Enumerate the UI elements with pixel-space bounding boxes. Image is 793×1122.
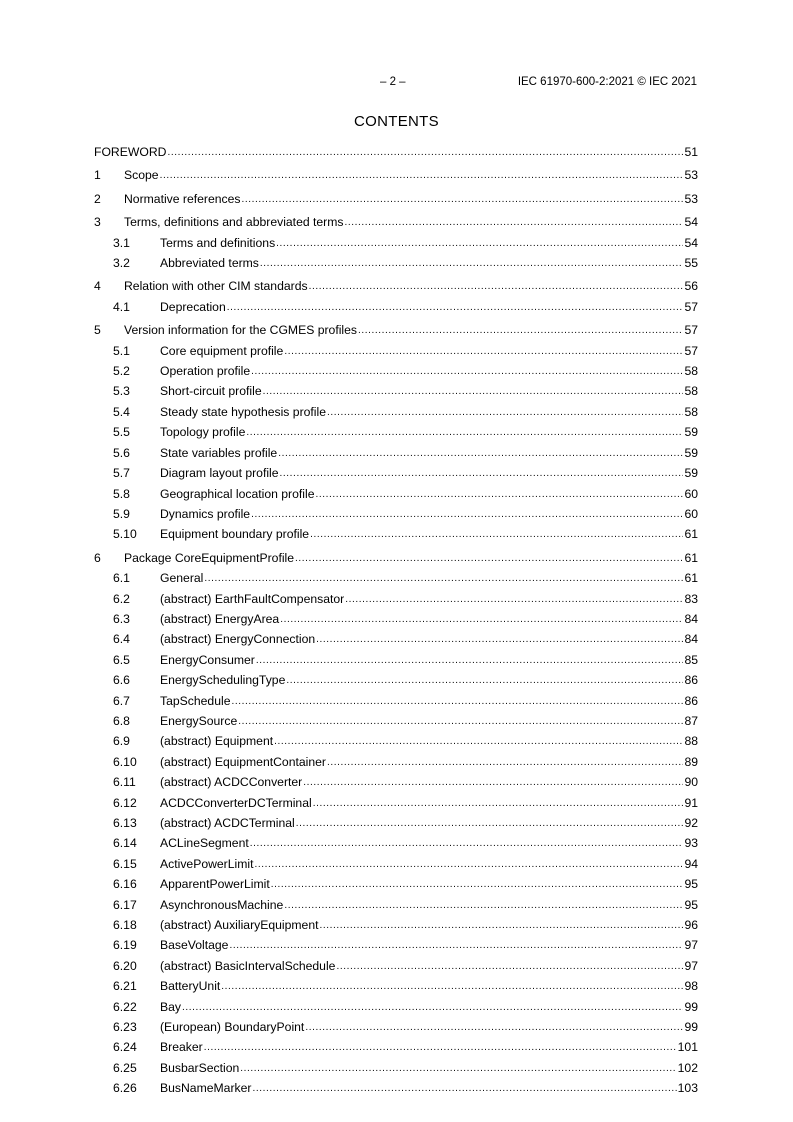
toc-entry-label: (abstract) ACDCTerminal	[160, 816, 295, 830]
toc-entry[interactable]	[94, 834, 698, 854]
toc-entry-page: 95	[684, 877, 698, 892]
toc-entry[interactable]	[94, 444, 698, 464]
toc-entry-number: 5	[94, 323, 101, 338]
toc-entry[interactable]	[94, 957, 698, 977]
toc-entry-page: 55	[684, 256, 698, 271]
toc-entry-number: 6.17	[113, 897, 137, 912]
toc-entry-label: Relation with other CIM standards	[124, 279, 308, 294]
toc-entry[interactable]	[94, 298, 698, 318]
toc-entry-label: Normative references	[124, 191, 241, 206]
toc-leader-dots	[309, 277, 684, 296]
toc-entry[interactable]	[94, 671, 698, 691]
toc-leader-dots	[160, 166, 684, 185]
toc-entry-label: Core equipment profile	[160, 343, 284, 358]
toc-leader-dots	[296, 814, 684, 833]
toc-entry-number: 6.24	[113, 1040, 137, 1055]
toc-entry-label: Short-circuit profile	[160, 384, 262, 399]
toc-entry[interactable]	[94, 630, 698, 650]
toc-entry-number: 6.8	[113, 713, 130, 728]
toc-entry-label: BusbarSection	[160, 1060, 240, 1075]
toc-entry-label: Abbreviated terms	[160, 256, 259, 271]
toc-entry-page: 85	[684, 652, 698, 667]
toc-leader-dots	[252, 1079, 676, 1098]
toc-leader-dots	[327, 403, 683, 422]
toc-leader-dots	[263, 382, 684, 401]
toc-leader-dots	[295, 549, 683, 568]
toc-entry-label: BaseVoltage	[160, 938, 229, 953]
toc-leader-dots	[242, 190, 684, 209]
toc-entry-label: Terms and definitions	[160, 235, 276, 250]
toc-entry-number: 6.26	[113, 1081, 137, 1096]
toc-entry[interactable]	[94, 254, 698, 274]
toc-entry-page: 57	[684, 343, 698, 358]
toc-entry[interactable]	[94, 998, 698, 1018]
toc-entry-page: 96	[684, 918, 698, 933]
toc-entry[interactable]	[94, 505, 698, 525]
toc-leader-dots	[246, 423, 683, 442]
toc-entry-number: 6.16	[113, 877, 137, 892]
toc-leader-dots	[327, 753, 683, 772]
toc-entry-number: 6.18	[113, 918, 137, 933]
toc-entry[interactable]	[94, 814, 698, 834]
toc-leader-dots	[345, 590, 683, 609]
toc-entry-page: 57	[684, 323, 698, 338]
toc-entry-page: 98	[684, 979, 698, 994]
toc-entry-number: 2	[94, 191, 101, 206]
toc-entry-number: 6.3	[113, 611, 130, 626]
toc-entry-number: 3.1	[113, 235, 130, 250]
toc-entry[interactable]	[94, 916, 698, 936]
toc-entry[interactable]	[94, 977, 698, 997]
toc-entry-label: EnergyConsumer	[160, 652, 255, 667]
toc-entry-label: Version information for the CGMES profiles	[124, 323, 358, 338]
toc-leader-dots	[167, 143, 683, 162]
toc-entry-number: 5.7	[113, 466, 130, 481]
toc-entry-label: BusNameMarker	[160, 1081, 252, 1096]
toc-leader-dots	[231, 692, 683, 711]
toc-entry-page: 61	[684, 550, 698, 565]
toc-entry-number: 5.6	[113, 445, 130, 460]
toc-entry-page: 86	[684, 693, 698, 708]
toc-leader-dots	[256, 651, 684, 670]
toc-entry-label: (abstract) EquipmentContainer	[160, 754, 326, 769]
toc-entry-label: Topology profile	[160, 425, 246, 440]
toc-entry-page: 54	[684, 215, 698, 230]
toc-entry-label: (abstract) EnergyArea	[160, 611, 280, 626]
toc-entry[interactable]	[94, 590, 698, 610]
toc-entry[interactable]	[94, 423, 698, 443]
toc-entry-label: Diagram layout profile	[160, 466, 279, 481]
toc-entry-page: 59	[684, 445, 698, 460]
toc-entry-page: 61	[684, 527, 698, 542]
toc-entry-number: 6.25	[113, 1060, 137, 1075]
toc-leader-dots	[227, 298, 684, 317]
toc-entry-page: 51	[684, 145, 698, 159]
toc-entry[interactable]	[94, 342, 698, 362]
toc-leader-dots	[260, 254, 684, 273]
toc-leader-dots	[238, 712, 683, 731]
toc-entry-number: 6.23	[113, 1020, 137, 1035]
toc-entry-page: 86	[684, 673, 698, 688]
page-number: – 2 –	[380, 76, 406, 88]
toc-leader-dots	[344, 213, 683, 232]
toc-entry-number: 6.20	[113, 958, 137, 973]
toc-entry-number: 6.2	[113, 591, 130, 606]
toc-entry[interactable]	[94, 855, 698, 875]
toc-entry[interactable]	[94, 1038, 698, 1058]
toc-entry-label: ApparentPowerLimit	[160, 877, 270, 892]
toc-leader-dots	[316, 630, 683, 649]
toc-entry[interactable]	[94, 190, 698, 210]
toc-leader-dots	[286, 671, 683, 690]
toc-leader-dots	[229, 936, 683, 955]
toc-entry-label: Operation profile	[160, 364, 251, 379]
toc-leader-dots	[305, 1018, 683, 1037]
page-header	[0, 76, 793, 92]
toc-entry-page: 101	[677, 1040, 698, 1055]
toc-entry[interactable]	[94, 234, 698, 254]
toc-entry-page: 59	[684, 466, 698, 481]
toc-entry-page: 88	[684, 734, 698, 749]
toc-entry-number: 6.7	[113, 693, 130, 708]
toc-leader-dots	[358, 321, 683, 340]
toc-entry-page: 54	[684, 235, 698, 250]
toc-leader-dots	[204, 1038, 677, 1057]
toc-entry-number: 3.2	[113, 256, 130, 271]
toc-entry[interactable]	[94, 382, 698, 402]
toc-entry-page: 102	[677, 1060, 698, 1075]
toc-leader-dots	[278, 444, 683, 463]
toc-leader-dots	[221, 977, 683, 996]
toc-entry-label: EnergySource	[160, 713, 238, 728]
toc-entry-number: 5.10	[113, 527, 137, 542]
toc-entry-label: Dynamics profile	[160, 506, 251, 521]
toc-entry-label: FOREWORD	[94, 145, 167, 159]
toc-entry[interactable]	[94, 277, 698, 297]
toc-entry-page: 60	[684, 486, 698, 501]
toc-leader-dots	[240, 1059, 676, 1078]
toc-entry-page: 89	[684, 754, 698, 769]
toc-entry-label: ACLineSegment	[160, 836, 249, 851]
toc-entry-label: Package CoreEquipmentProfile	[124, 550, 295, 565]
toc-entry[interactable]	[94, 1079, 698, 1099]
toc-entry-page: 99	[684, 1020, 698, 1035]
toc-entry-page: 87	[684, 713, 698, 728]
toc-entry-label: Breaker	[160, 1040, 203, 1055]
toc-entry-page: 57	[684, 299, 698, 314]
toc-entry-page: 59	[684, 425, 698, 440]
toc-entry[interactable]	[94, 610, 698, 630]
toc-entry-number: 4.1	[113, 299, 130, 314]
toc-entry[interactable]	[94, 692, 698, 712]
toc-entry-number: 5.2	[113, 364, 130, 379]
table-of-contents	[94, 143, 698, 1100]
toc-entry[interactable]	[94, 773, 698, 793]
toc-entry-page: 83	[684, 591, 698, 606]
toc-leader-dots	[280, 464, 684, 483]
toc-entry-label: (abstract) Equipment	[160, 734, 274, 749]
toc-leader-dots	[250, 834, 684, 853]
toc-entry-number: 4	[94, 279, 101, 294]
toc-leader-dots	[271, 875, 684, 894]
toc-entry-number: 1	[94, 168, 101, 183]
toc-entry-label: (abstract) EarthFaultCompensator	[160, 591, 345, 606]
standard-reference: IEC 61970-600-2:2021 © IEC 2021	[517, 76, 697, 88]
toc-entry-number: 6.21	[113, 979, 137, 994]
toc-leader-dots	[284, 896, 683, 915]
toc-entry-page: 93	[684, 836, 698, 851]
toc-entry-number: 6.9	[113, 734, 130, 749]
toc-entry-label: ActivePowerLimit	[160, 856, 254, 871]
toc-entry-number: 5.8	[113, 486, 130, 501]
toc-entry-number: 5.4	[113, 404, 130, 419]
toc-leader-dots	[310, 525, 683, 544]
toc-entry-label: ACDCConverterDCTerminal	[160, 795, 312, 810]
toc-leader-dots	[251, 362, 683, 381]
toc-entry-label: Steady state hypothesis profile	[160, 404, 326, 419]
toc-leader-dots	[336, 957, 683, 976]
toc-entry-label: Bay	[160, 999, 182, 1014]
toc-entry-page: 97	[684, 958, 698, 973]
toc-entry-page: 91	[684, 795, 698, 810]
toc-entry-page: 53	[684, 168, 698, 183]
toc-entry-number: 6.14	[113, 836, 137, 851]
toc-entry[interactable]	[94, 464, 698, 484]
toc-leader-dots	[276, 234, 683, 253]
toc-entry[interactable]	[94, 485, 698, 505]
toc-entry-number: 6.6	[113, 673, 130, 688]
toc-leader-dots	[254, 855, 683, 874]
toc-entry-page: 84	[684, 611, 698, 626]
toc-entry-label: State variables profile	[160, 445, 278, 460]
toc-entry[interactable]	[94, 549, 698, 569]
toc-entry-number: 6.5	[113, 652, 130, 667]
toc-entry[interactable]	[94, 569, 698, 589]
toc-entry[interactable]	[94, 1059, 698, 1079]
toc-entry[interactable]	[94, 403, 698, 423]
toc-leader-dots	[280, 610, 683, 629]
toc-entry-page: 92	[684, 816, 698, 830]
toc-entry-number: 5.5	[113, 425, 130, 440]
toc-entry[interactable]	[94, 166, 698, 186]
toc-entry-label: AsynchronousMachine	[160, 897, 284, 912]
toc-entry[interactable]	[94, 321, 698, 341]
toc-entry[interactable]	[94, 362, 698, 382]
toc-entry-page: 95	[684, 897, 698, 912]
toc-entry-page: 56	[684, 279, 698, 294]
toc-leader-dots	[284, 342, 683, 361]
toc-entry-number: 5.9	[113, 506, 130, 521]
toc-entry-label: Terms, definitions and abbreviated terms	[124, 215, 344, 230]
toc-entry-label: (abstract) AuxiliaryEquipment	[160, 918, 319, 933]
page-title: CONTENTS	[354, 113, 439, 130]
toc-entry-label: Scope	[124, 168, 159, 183]
toc-entry-page: 99	[684, 999, 698, 1014]
toc-entry-page: 90	[684, 775, 698, 790]
toc-leader-dots	[313, 794, 684, 813]
toc-entry-page: 97	[684, 938, 698, 953]
toc-leader-dots	[303, 773, 683, 792]
toc-leader-dots	[182, 998, 683, 1017]
toc-entry[interactable]	[94, 1018, 698, 1038]
toc-entry-page: 58	[684, 364, 698, 379]
toc-entry-number: 6.11	[113, 775, 136, 790]
toc-entry-page: 103	[677, 1081, 698, 1096]
toc-entry-number: 6.15	[113, 856, 137, 871]
toc-entry-number: 5.1	[113, 343, 130, 358]
toc-entry-label: (abstract) EnergyConnection	[160, 632, 316, 647]
toc-entry-number: 6.1	[113, 571, 130, 586]
toc-entry-page: 53	[684, 191, 698, 206]
toc-entry-label: TapSchedule	[160, 693, 231, 708]
toc-leader-dots	[320, 916, 684, 935]
toc-entry-label: Equipment boundary profile	[160, 527, 310, 542]
toc-entry-page: 61	[684, 571, 698, 586]
toc-entry[interactable]	[94, 213, 698, 233]
toc-entry-page: 60	[684, 506, 698, 521]
toc-entry[interactable]	[94, 875, 698, 895]
toc-entry[interactable]	[94, 143, 698, 163]
toc-entry-page: 84	[684, 632, 698, 647]
toc-entry-label: Geographical location profile	[160, 486, 315, 501]
toc-entry-page: 94	[684, 856, 698, 871]
toc-entry[interactable]	[94, 525, 698, 545]
toc-entry-number: 6.19	[113, 938, 137, 953]
toc-entry-label: General	[160, 571, 204, 586]
toc-entry-label: BatteryUnit	[160, 979, 221, 994]
toc-entry-label: Deprecation	[160, 299, 226, 314]
toc-entry-number: 6	[94, 550, 101, 565]
toc-entry-number: 6.4	[113, 632, 130, 647]
toc-entry-number: 3	[94, 215, 101, 230]
toc-entry-label: (abstract) BasicIntervalSchedule	[160, 958, 336, 973]
toc-entry-label: (European) BoundaryPoint	[160, 1020, 305, 1035]
toc-entry[interactable]	[94, 732, 698, 752]
toc-entry[interactable]	[94, 794, 698, 814]
toc-entry[interactable]	[94, 753, 698, 773]
toc-entry[interactable]	[94, 896, 698, 916]
toc-entry-number: 6.10	[113, 754, 137, 769]
toc-leader-dots	[204, 569, 683, 588]
toc-entry[interactable]	[94, 651, 698, 671]
toc-entry[interactable]	[94, 936, 698, 956]
toc-entry-label: EnergySchedulingType	[160, 673, 286, 688]
toc-entry-number: 6.12	[113, 795, 137, 810]
toc-entry-label: (abstract) ACDCConverter	[160, 775, 303, 790]
toc-leader-dots	[315, 485, 683, 504]
toc-entry[interactable]	[94, 712, 698, 732]
toc-entry-number: 6.22	[113, 999, 137, 1014]
toc-entry-page: 58	[684, 384, 698, 399]
toc-entry-number: 6.13	[113, 816, 137, 830]
toc-leader-dots	[274, 732, 683, 751]
toc-leader-dots	[251, 505, 683, 524]
toc-entry-number: 5.3	[113, 384, 130, 399]
toc-entry-page: 58	[684, 404, 698, 419]
